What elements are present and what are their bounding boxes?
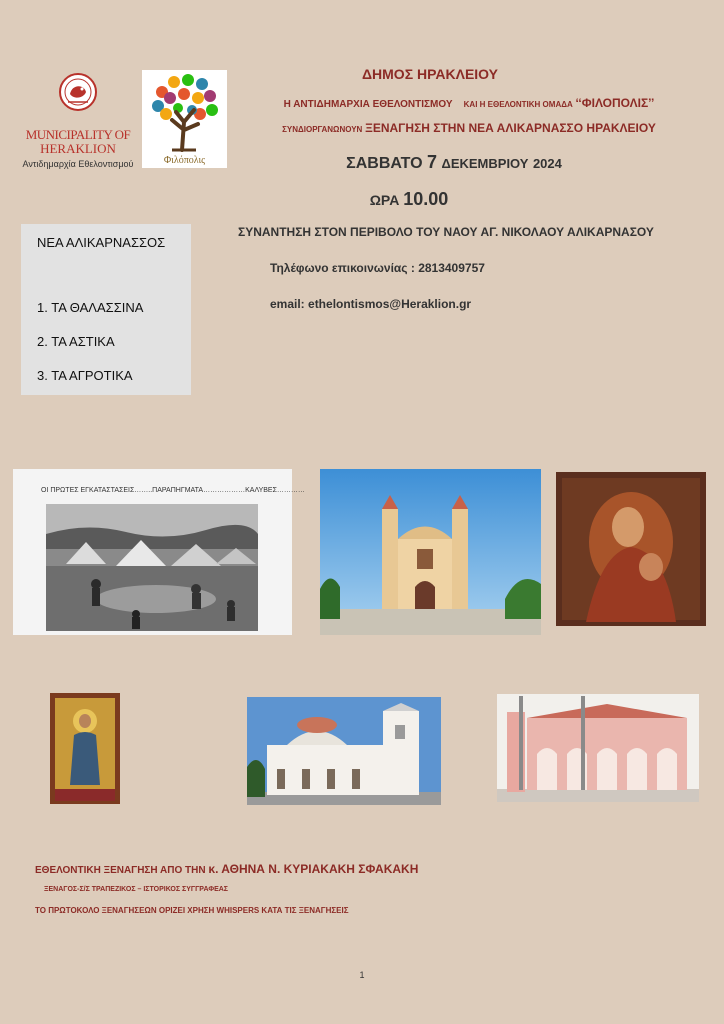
protocol-note: ΤΟ ΠΡΩΤΟΚΟΛΟ ΞΕΝΑΓΗΣΕΩΝ ΟΡΙΖΕΙ ΧΡΗΣΗ WHISPERS ΚΑΤΑ ΤΙΣ ΞΕΝΑΓΗΣΕΙΣ xyxy=(35,906,349,915)
guide-prefix: ΕΘΕΛΟΝΤΙΚΗ ΞΕΝΑΓΗΣΗ ΑΠΟ ΤΗΝ xyxy=(35,865,206,876)
church-agios-nikolaos-photo xyxy=(320,469,541,635)
date-day: ΣΑΒΒΑΤΟ xyxy=(346,155,423,172)
organizer-group-name: ‘‘ΦΙΛΟΠΟΛΙΣ’’ xyxy=(575,96,655,110)
page-title: ΔΗΜΟΣ ΗΡΑΚΛΕΙΟΥ xyxy=(361,66,499,82)
municipality-seal-icon xyxy=(58,72,98,116)
topic-item: 1. ΤΑ ΘΑΛΑΣΣΙΝΑ xyxy=(37,300,144,315)
guide-role: ΞΕΝΑΓΟΣ-Σ/Σ ΤΡΑΠΕΖΙΚΟΣ – ΙΣΤΟΡΙΚΟΣ ΣΥΓΓΡΑΦΕΑΣ xyxy=(44,886,228,893)
municipality-department: Αντιδημαρχία Εθελοντισμού xyxy=(22,159,134,169)
historic-photo-caption: ΟΙ ΠΡΩΤΕΣ ΕΓΚΑΤΑΣΤΑΣΕΙΣ……..ΠΑΡΑΠΗΓΜΑΤΑ………………ΚΑΛΥΒΕΣ………… xyxy=(41,487,305,494)
topic-item: 3. ΤΑ ΑΓΡΟΤΙΚΑ xyxy=(37,368,133,383)
date-month: ΔΕΚΕΜΒΡΙΟΥ xyxy=(441,156,529,171)
icon-panagia-photo xyxy=(556,472,706,626)
co-organize-label: ΣΥΝΔΙΟΡΓΑΝΩΝΟΥΝ xyxy=(282,125,363,134)
contact-email: email: ethelontismos@Heraklion.gr xyxy=(270,297,472,311)
tree-icon xyxy=(142,70,227,152)
organizers-line xyxy=(244,96,694,110)
filopolis-logo xyxy=(142,70,227,168)
topics-box xyxy=(21,224,191,395)
historic-camp-photo xyxy=(46,504,258,631)
historic-camp-photo-card xyxy=(13,469,305,635)
icon-saint-photo xyxy=(50,693,120,804)
event-line xyxy=(244,121,694,135)
municipality-name-line2: HERAKLION xyxy=(40,141,116,156)
organizer-connector: ΚΑΙ Η ΕΘΕΛΟΝΤΙΚΗ ΟΜΑΔΑ xyxy=(463,100,573,109)
organizer-vice-mayoralty: Η ΑΝΤΙΔΗΜΑΡΧΙΑ ΕΘΕΛΟΝΤΙΣΜΟΥ xyxy=(283,99,453,110)
guide-line xyxy=(35,862,418,876)
time-label: ΩΡΑ xyxy=(369,192,400,208)
time-value: 10.00 xyxy=(403,189,449,209)
event-title: ΞΕΝΑΓΗΣΗ ΣΤΗΝ ΝΕΑ ΑΛΙΚΑΡΝΑΣΣΟ ΗΡΑΚΛΕΙΟΥ xyxy=(365,121,656,135)
meeting-point: ΣΥΝΑΝΤΗΣΗ ΣΤΟΝ ΠΕΡΙΒΟΛΟ ΤΟΥ ΝΑΟΥ ΑΓ. ΝΙΚΟΛΑΟΥ ΑΛΙΚΑΡΝΑΣΟΥ xyxy=(238,225,654,239)
municipality-name-line1: MUNICIPALITY OF xyxy=(25,127,131,142)
topic-item: 2. ΤΑ ΑΣΤΙΚΑ xyxy=(37,334,115,349)
filopolis-name: Φιλόπολις xyxy=(163,155,206,166)
pink-church-photo xyxy=(497,694,699,802)
page-number: 1 xyxy=(359,970,365,980)
contact-phone: Τηλέφωνο επικοινωνίας : 2813409757 xyxy=(270,261,485,275)
topics-heading: ΝΕΑ ΑΛΙΚΑΡΝΑΣΣΟΣ xyxy=(37,235,166,250)
date-year: 2024 xyxy=(532,156,562,171)
date-number: 7 xyxy=(427,152,438,172)
municipality-logo xyxy=(22,72,134,184)
event-time xyxy=(244,189,574,210)
white-church-photo xyxy=(247,697,441,805)
event-date xyxy=(244,152,664,173)
guide-name: κ. ΑΘΗΝΑ Ν. ΚΥΡΙΑΚΑΚΗ ΣΦΑΚΑΚΗ xyxy=(208,862,419,876)
